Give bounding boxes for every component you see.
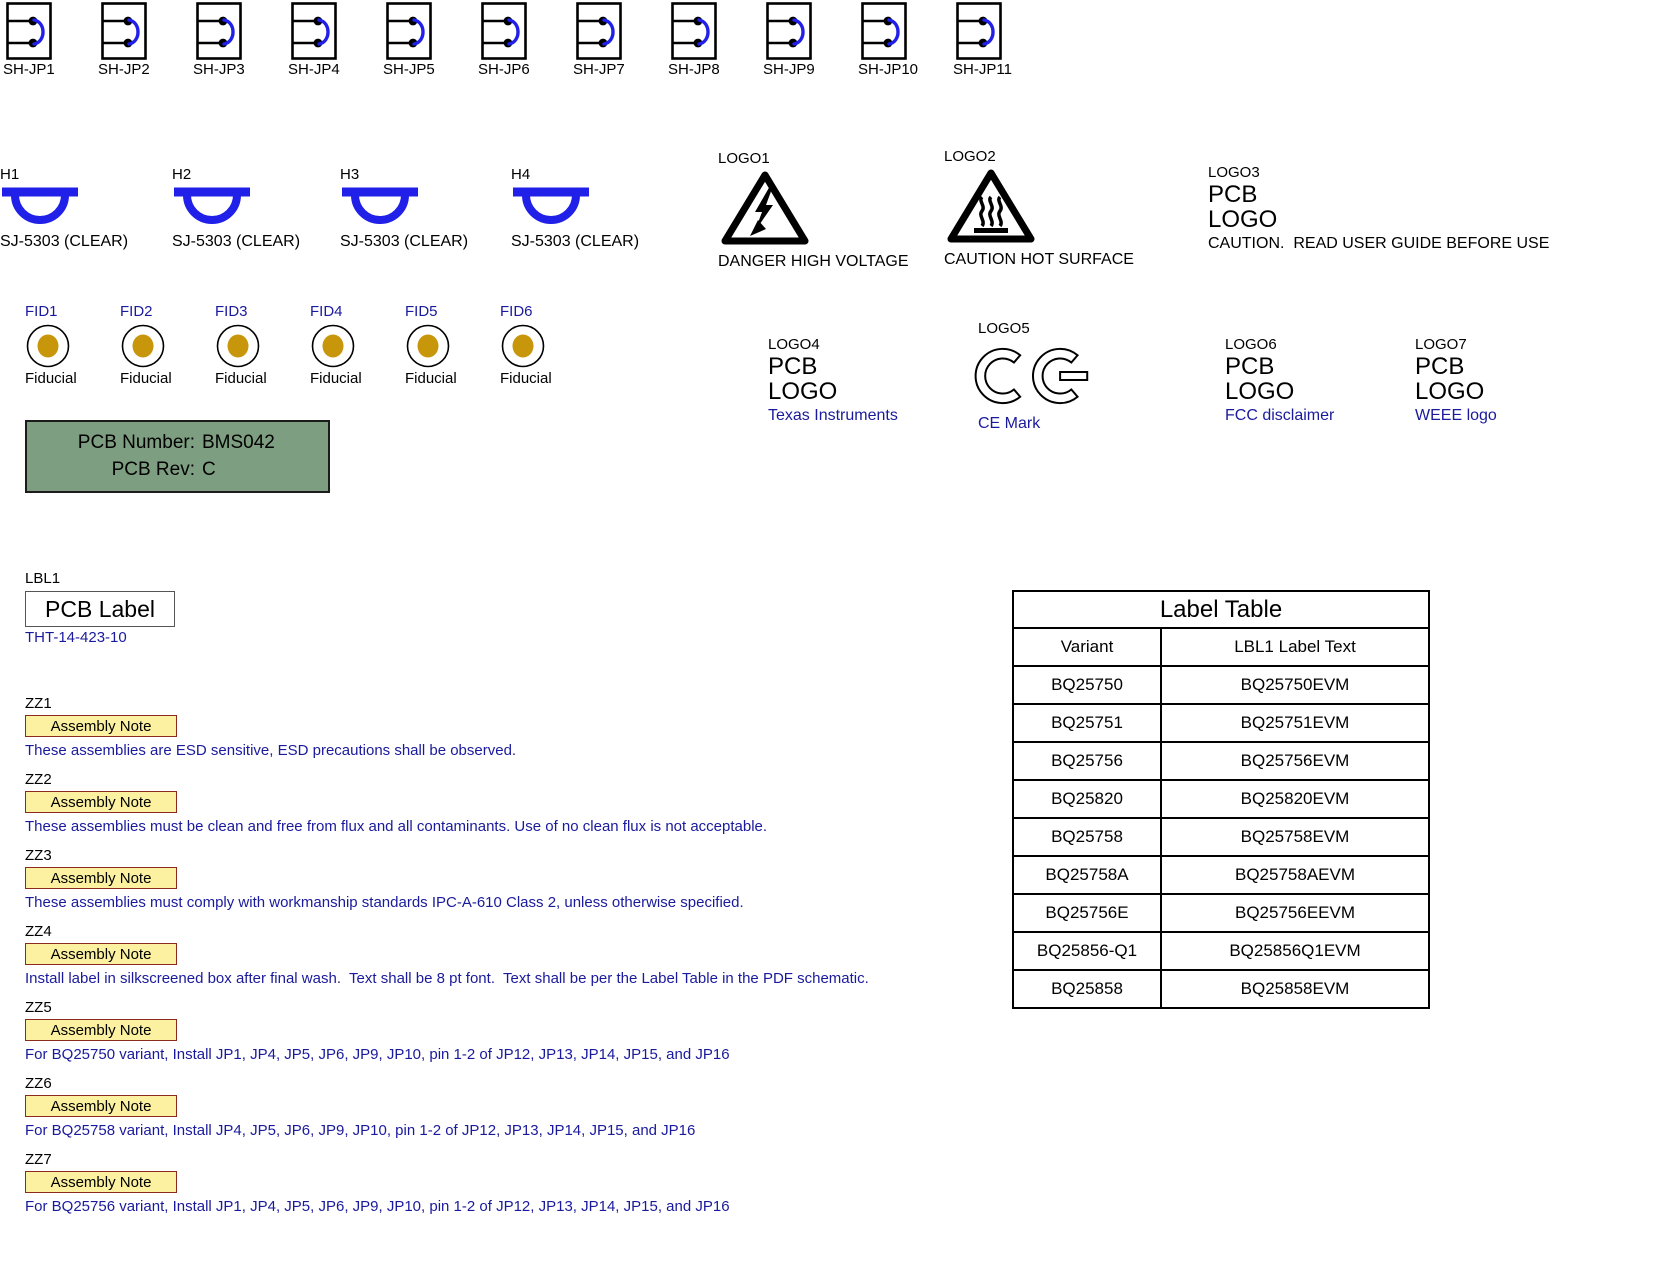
jumper-label: SH-JP3 — [193, 61, 245, 78]
assembly-note-box — [25, 1095, 177, 1117]
table-row — [1014, 703, 1428, 741]
solder-jumper-icon — [340, 185, 420, 231]
logo-caption: CE Mark — [978, 415, 1041, 432]
part-number: SJ-5303 (CLEAR) — [340, 233, 469, 250]
assembly-note-zz7 — [25, 1151, 1175, 1215]
designator: FID5 — [405, 303, 438, 320]
pcb-label-box — [25, 591, 175, 627]
jumper-label: SH-JP9 — [763, 61, 815, 78]
designator: ZZ4 — [25, 923, 52, 940]
pcb-number-value: BMS042 — [202, 432, 275, 453]
pcb-rev-row — [27, 459, 328, 481]
variant-cell: BQ25750 — [1014, 667, 1162, 703]
jumper-sh-jp2 — [98, 2, 193, 78]
designator: FID6 — [500, 303, 533, 320]
pcb-number-row — [27, 432, 328, 454]
jumper-sh-jp7 — [573, 2, 668, 78]
header-h1 — [0, 166, 170, 251]
pcb-logo-text: PCB — [1208, 181, 1258, 208]
pcb-logo-text: LOGO — [1415, 378, 1485, 405]
pcb-number-box — [25, 420, 330, 493]
jumper-sh-jp10 — [858, 2, 953, 78]
jumper-shunt-icon — [196, 2, 244, 60]
jumper-shunt-icon — [481, 2, 529, 60]
table-row — [1014, 855, 1428, 893]
assembly-note-box-label: Assembly Note — [50, 793, 152, 811]
fiducial-fid4 — [310, 303, 400, 387]
label-table-header — [1014, 629, 1428, 665]
fiducial-fid5 — [405, 303, 495, 387]
designator: LOGO5 — [978, 320, 1030, 337]
part-number: SJ-5303 (CLEAR) — [172, 233, 301, 250]
assembly-note-text: These assemblies must comply with workmanship standards IPC-A-610 Class 2, unless otherwise specified. — [25, 894, 744, 911]
assembly-note-box-label: Assembly Note — [50, 1097, 152, 1115]
label-text-cell: BQ25750EVM — [1240, 675, 1350, 694]
designator: ZZ3 — [25, 847, 52, 864]
jumper-sh-jp9 — [763, 2, 858, 78]
pcb-logo-text: LOGO — [1208, 206, 1278, 233]
fiducial-fid6 — [500, 303, 590, 387]
label-text-cell: BQ25756EVM — [1240, 751, 1350, 770]
high-voltage-warning-icon — [720, 168, 810, 250]
logo-caption: DANGER HIGH VOLTAGE — [718, 253, 909, 270]
header-h2 — [172, 166, 342, 251]
assembly-note-text: Install label in silkscreened box after final wash. Text shall be 8 pt font. Text shall be per the Label Table in the PDF schematic. — [25, 970, 869, 987]
designator: LOGO1 — [718, 150, 770, 167]
designator: H3 — [340, 166, 360, 183]
fiducial-fid1 — [25, 303, 115, 387]
table-row — [1014, 931, 1428, 969]
logo-caption: CAUTION. READ USER GUIDE BEFORE USE — [1208, 235, 1550, 252]
variant-cell: BQ25756E — [1014, 895, 1162, 931]
column-header-variant: Variant — [1014, 629, 1162, 665]
label-text-cell: BQ25858EVM — [1240, 979, 1350, 998]
pcb-logo-text: LOGO — [768, 378, 838, 405]
pcb-rev-value: C — [202, 459, 216, 480]
solder-jumper-icon — [511, 185, 591, 231]
table-row — [1014, 741, 1428, 779]
assembly-note-box — [25, 867, 177, 889]
lbl1-block — [25, 570, 175, 646]
header-h3 — [340, 166, 510, 251]
assembly-note-zz3 — [25, 847, 1175, 911]
designator: LOGO2 — [944, 148, 996, 165]
pcb-label-text: PCB Label — [45, 595, 155, 622]
jumper-label: SH-JP1 — [3, 61, 55, 78]
pcb-logo-text: PCB — [768, 353, 818, 380]
pcb-logo-text: PCB — [1415, 353, 1465, 380]
designator: ZZ2 — [25, 771, 52, 788]
jumper-sh-jp8 — [668, 2, 763, 78]
label-text-cell: BQ25758EVM — [1240, 827, 1350, 846]
logo7-block — [1415, 336, 1497, 425]
jumper-label: SH-JP4 — [288, 61, 340, 78]
jumper-label: SH-JP10 — [858, 61, 919, 78]
jumper-shunt-icon — [956, 2, 1004, 60]
variant-cell: BQ25758 — [1014, 819, 1162, 855]
label-text-cell: BQ25758AEVM — [1234, 865, 1355, 884]
designator: LBL1 — [25, 570, 61, 587]
jumper-label: SH-JP11 — [953, 61, 1012, 78]
jumper-shunt-icon — [291, 2, 339, 60]
variant-cell: BQ25858 — [1014, 971, 1162, 1007]
jumper-row — [3, 2, 1048, 78]
label-part-number: THT-14-423-10 — [25, 629, 127, 646]
column-header-label-text: LBL1 Label Text — [1234, 637, 1356, 656]
designator: ZZ7 — [25, 1151, 52, 1168]
assembly-note-zz4 — [25, 923, 1175, 987]
designator: LOGO4 — [768, 336, 820, 353]
pcb-logo-text: LOGO — [1225, 378, 1295, 405]
assembly-note-text: For BQ25756 variant, Install JP1, JP4, JP5, JP6, JP9, JP10, pin 1-2 of JP12, JP13, JP14, JP15, and JP16 — [25, 1198, 730, 1215]
solder-jumper-icon — [0, 185, 80, 231]
assembly-note-box-label: Assembly Note — [50, 717, 152, 735]
variant-cell: BQ25758A — [1014, 857, 1162, 893]
logo5-block — [978, 320, 1092, 433]
fiducial-fid3 — [215, 303, 305, 387]
assembly-note-box — [25, 943, 177, 965]
designator: H2 — [172, 166, 192, 183]
assembly-note-box-label: Assembly Note — [50, 869, 152, 887]
solder-jumper-icon — [172, 185, 252, 231]
part-number: SJ-5303 (CLEAR) — [511, 233, 640, 250]
designator: FID3 — [215, 303, 248, 320]
assembly-note-text: For BQ25758 variant, Install JP4, JP5, JP6, JP9, JP10, pin 1-2 of JP12, JP13, JP14, JP15, and JP16 — [25, 1122, 696, 1139]
jumper-sh-jp4 — [288, 2, 383, 78]
jumper-label: SH-JP7 — [573, 61, 625, 78]
fiducial-caption: Fiducial — [120, 370, 172, 387]
label-text-cell: BQ25756EEVM — [1234, 903, 1355, 922]
pcb-number-label: PCB Number: — [77, 432, 195, 453]
assembly-note-zz5 — [25, 999, 1175, 1063]
jumper-sh-jp5 — [383, 2, 478, 78]
jumper-shunt-icon — [6, 2, 54, 60]
designator: ZZ5 — [25, 999, 52, 1016]
fiducial-icon — [120, 323, 166, 369]
jumper-sh-jp3 — [193, 2, 288, 78]
jumper-shunt-icon — [576, 2, 624, 60]
designator: LOGO6 — [1225, 336, 1277, 353]
assembly-note-box-label: Assembly Note — [50, 945, 152, 963]
label-text-cell: BQ25751EVM — [1240, 713, 1350, 732]
label-table-title: Label Table — [1014, 592, 1428, 629]
designator: FID2 — [120, 303, 153, 320]
logo3-block — [1208, 164, 1628, 253]
assembly-note-text: These assemblies must be clean and free from flux and all contaminants. Use of no clean flux is not acceptable. — [25, 818, 768, 835]
table-row — [1014, 969, 1428, 1007]
logo2-block — [944, 148, 1134, 269]
jumper-shunt-icon — [766, 2, 814, 60]
assembly-note-box — [25, 715, 177, 737]
fiducial-icon — [500, 323, 546, 369]
jumper-label: SH-JP5 — [383, 61, 435, 78]
fiducial-icon — [25, 323, 71, 369]
designator: LOGO7 — [1415, 336, 1467, 353]
jumper-shunt-icon — [861, 2, 909, 60]
fiducial-icon — [215, 323, 261, 369]
jumper-sh-jp6 — [478, 2, 573, 78]
logo-caption: CAUTION HOT SURFACE — [944, 251, 1134, 268]
fiducial-caption: Fiducial — [215, 370, 267, 387]
assembly-note-zz1 — [25, 695, 1175, 759]
label-text-cell: BQ25820EVM — [1240, 789, 1350, 808]
assembly-note-box — [25, 1171, 177, 1193]
assembly-note-box — [25, 1019, 177, 1041]
pcb-logo-text: PCB — [1225, 353, 1275, 380]
part-number: SJ-5303 (CLEAR) — [0, 233, 129, 250]
variant-cell: BQ25856-Q1 — [1014, 933, 1162, 969]
hot-surface-warning-icon — [946, 166, 1036, 248]
jumper-shunt-icon — [671, 2, 719, 60]
assembly-note-box-label: Assembly Note — [50, 1173, 152, 1191]
logo1-block — [718, 150, 909, 271]
fiducial-caption: Fiducial — [500, 370, 552, 387]
fiducial-icon — [310, 323, 356, 369]
assembly-note-zz6 — [25, 1075, 1175, 1139]
fiducial-caption: Fiducial — [310, 370, 362, 387]
fiducial-caption: Fiducial — [405, 370, 457, 387]
label-text-cell: BQ25856Q1EVM — [1229, 941, 1361, 960]
logo-caption: WEEE logo — [1415, 407, 1497, 424]
logo-caption: FCC disclaimer — [1225, 407, 1335, 424]
jumper-label: SH-JP8 — [668, 61, 720, 78]
jumper-shunt-icon — [386, 2, 434, 60]
designator: FID4 — [310, 303, 343, 320]
jumper-sh-jp11 — [953, 2, 1048, 78]
jumper-sh-jp1 — [3, 2, 98, 78]
designator: H1 — [0, 166, 20, 183]
designator: FID1 — [25, 303, 58, 320]
pcb-rev-label: PCB Rev: — [111, 459, 195, 480]
logo-caption: Texas Instruments — [768, 407, 898, 424]
assembly-note-text: For BQ25750 variant, Install JP1, JP4, JP5, JP6, JP9, JP10, pin 1-2 of JP12, JP13, JP14, JP15, and JP16 — [25, 1046, 730, 1063]
fiducial-caption: Fiducial — [25, 370, 77, 387]
header-h4 — [511, 166, 681, 251]
variant-cell: BQ25751 — [1014, 705, 1162, 741]
table-row — [1014, 779, 1428, 817]
variant-cell: BQ25820 — [1014, 781, 1162, 817]
assembly-note-box — [25, 791, 177, 813]
table-row — [1014, 665, 1428, 703]
label-table — [1012, 590, 1430, 1009]
designator: H4 — [511, 166, 531, 183]
table-row — [1014, 893, 1428, 931]
logo6-block — [1225, 336, 1334, 425]
assembly-note-zz2 — [25, 771, 1175, 835]
designator: LOGO3 — [1208, 164, 1260, 181]
assembly-note-text: These assemblies are ESD sensitive, ESD precautions shall be observed. — [25, 742, 517, 759]
designator: ZZ1 — [25, 695, 52, 712]
jumper-label: SH-JP2 — [98, 61, 150, 78]
assembly-note-box-label: Assembly Note — [50, 1021, 152, 1039]
jumper-label: SH-JP6 — [478, 61, 530, 78]
variant-cell: BQ25756 — [1014, 743, 1162, 779]
logo4-block — [768, 336, 898, 425]
designator: ZZ6 — [25, 1075, 52, 1092]
fiducial-fid2 — [120, 303, 210, 387]
table-row — [1014, 817, 1428, 855]
ce-mark-icon — [974, 340, 1092, 412]
fiducial-icon — [405, 323, 451, 369]
jumper-shunt-icon — [101, 2, 149, 60]
